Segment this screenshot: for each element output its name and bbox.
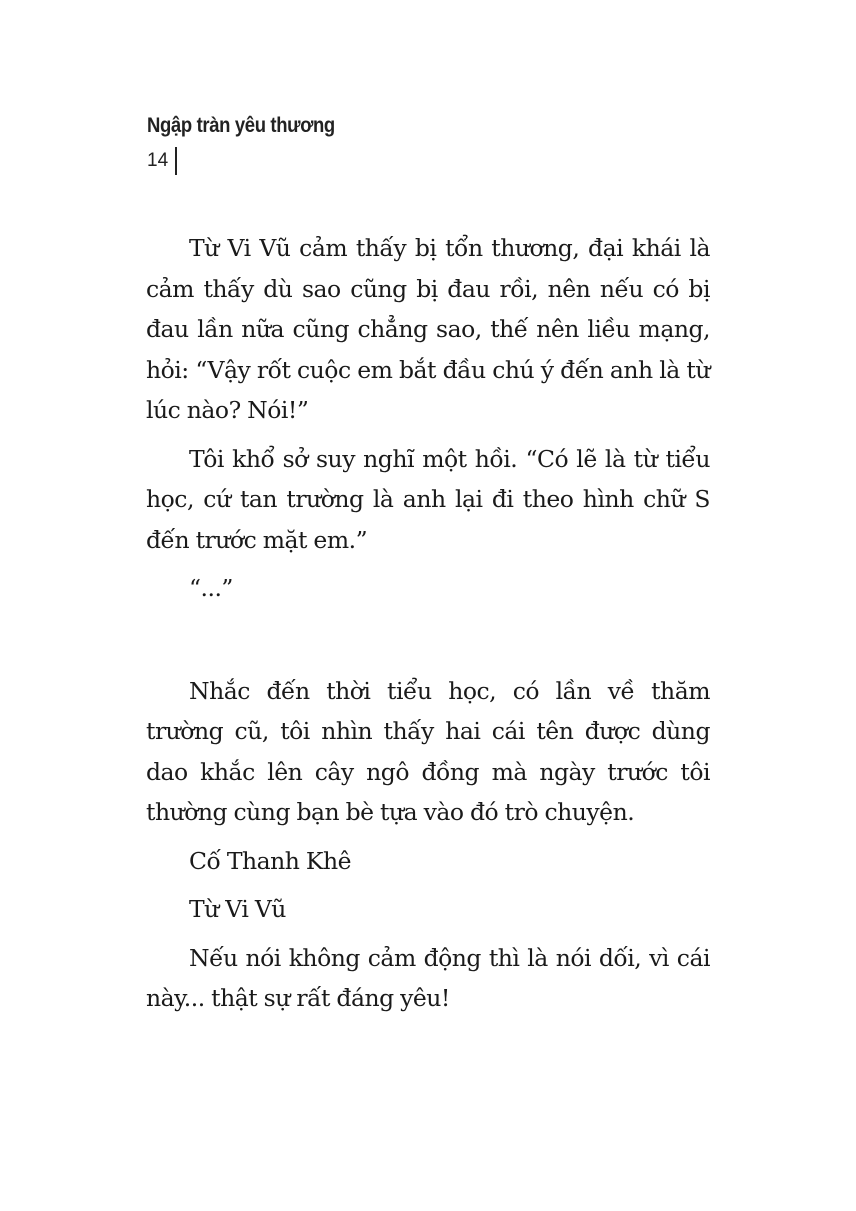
paragraph: Nhắc đến thời tiểu học, có lần về thăm trường cũ, tôi nhìn thấy hai cái tên được dùng dao khắc lên cây ngô đồng mà ngày trước tôi thường cùng bạn bè tựa vào đó trò chuyện.: [146, 676, 710, 826]
paragraph: Cố Thanh Khê: [189, 846, 351, 875]
paragraph: Từ Vi Vũ: [189, 895, 286, 923]
text-body: [146, 228, 710, 1027]
page-number: 14: [147, 147, 177, 175]
paragraph: “...”: [189, 574, 233, 602]
section-break: [146, 617, 710, 671]
paragraph: Tôi khổ sở suy nghĩ một hồi. “Có lẽ là từ tiểu học, cứ tan trường là anh lại đi theo hình chữ S đến trước mặt em.”: [146, 444, 710, 554]
paragraph: Từ Vi Vũ cảm thấy bị tổn thương, đại khái là cảm thấy dù sao cũng bị đau rồi, nên nếu có bị đau lần nữa cũng chẳng sao, thế nên liều mạng, hỏi: “Vậy rốt cuộc em bắt đầu chú ý đến anh là từ lúc nào? Nói!”: [146, 234, 710, 424]
running-title: Ngập tràn yêu thương: [147, 114, 335, 137]
paragraph: Nếu nói không cảm động thì là nói dối, vì cái này... thật sự rất đáng yêu!: [146, 943, 710, 1012]
